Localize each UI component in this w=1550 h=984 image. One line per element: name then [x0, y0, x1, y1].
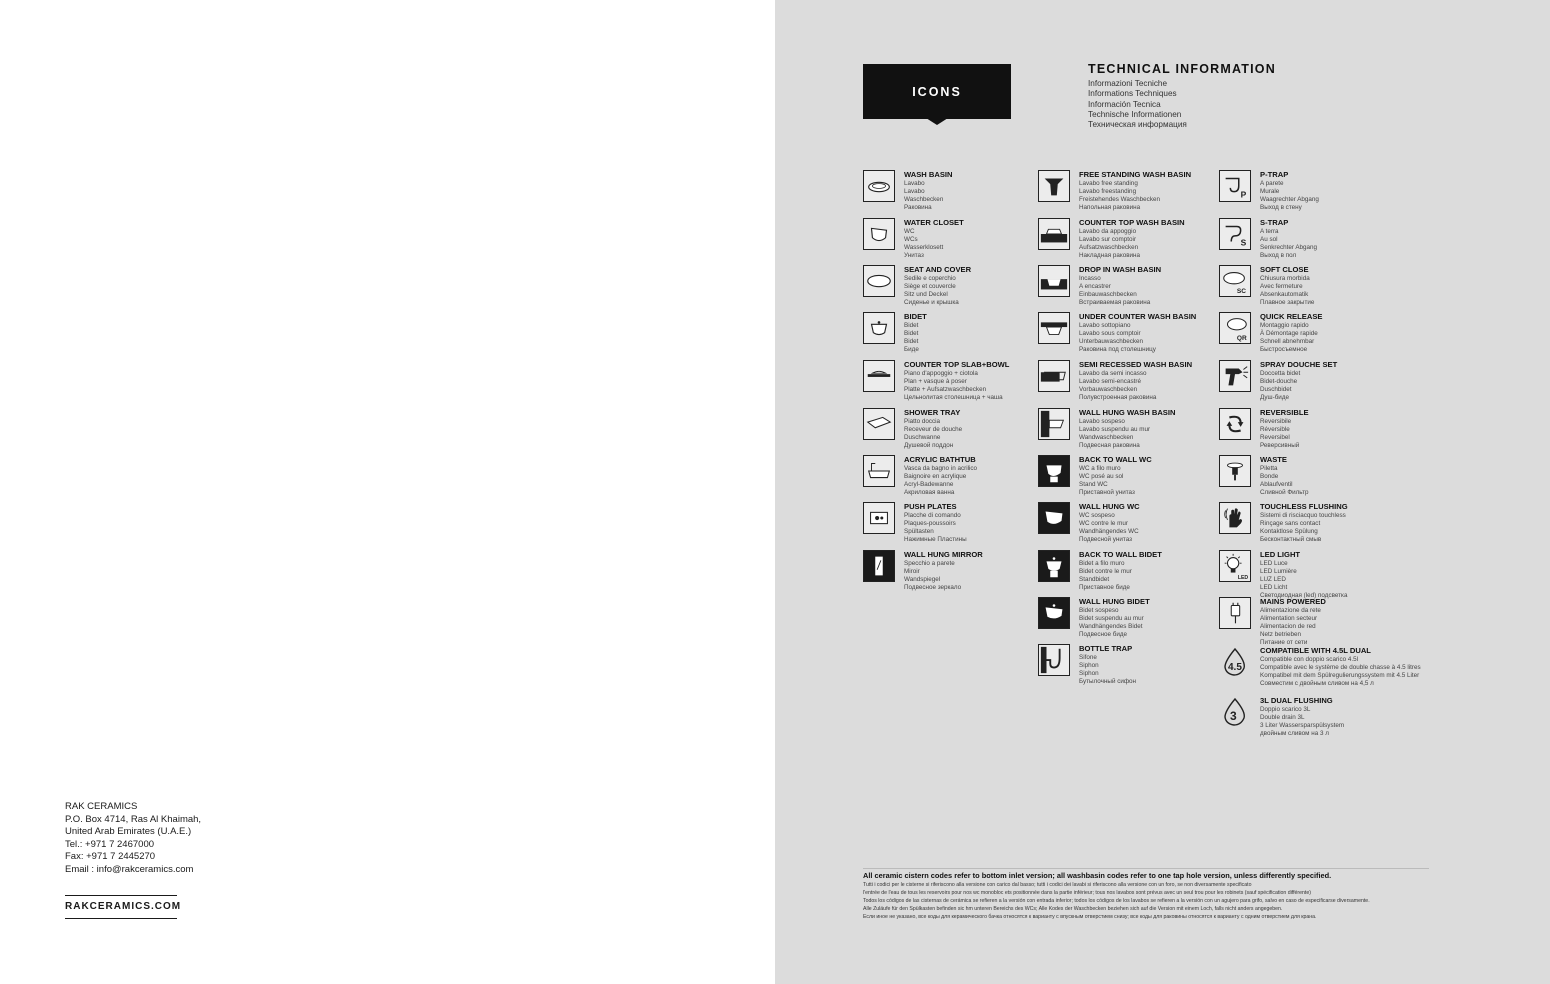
item-subline: Bidet suspendu au mur: [1079, 614, 1144, 622]
soft-close-label: SC: [1236, 288, 1246, 296]
led-light-icon: [1219, 550, 1251, 582]
item-subline: Alimentazione da rete: [1260, 607, 1321, 614]
counter-top-slab-icon: [863, 360, 895, 392]
item-title: SPRAY DOUCHE SET: [1260, 360, 1338, 369]
item-subline: Siphon: [1079, 669, 1099, 677]
subtitle-line: Technische Informationen: [1088, 109, 1182, 119]
mirror-icon: [863, 550, 895, 582]
item-subline: Piletta: [1260, 465, 1278, 472]
item-subline: Netz betrieben: [1260, 630, 1301, 638]
item-subline: Wasserklosett: [904, 243, 944, 251]
item-title: WASTE: [1260, 455, 1288, 464]
item-subline: Bidet-douche: [1260, 377, 1298, 385]
quick-release-label: QR: [1236, 335, 1247, 343]
item-title: WALL HUNG WC: [1079, 502, 1140, 511]
soft-close-icon: [1219, 265, 1251, 297]
shower-tray-icon: [863, 408, 895, 440]
item-subline: Réversible: [1260, 425, 1290, 433]
item-subline: Светодиодная (led) подсветка: [1260, 591, 1348, 599]
item-subline: Reversibile: [1260, 418, 1292, 425]
address-line: RAK CERAMICS: [65, 801, 138, 812]
item-subline: Lavabo free standing: [1079, 180, 1138, 187]
icons-heading: ICONS: [863, 64, 1011, 119]
s-trap-icon: [1219, 218, 1251, 250]
item-subline: Bidet: [904, 329, 919, 337]
item-subline: A parete: [1260, 180, 1284, 187]
item-subline: Выход в стену: [1260, 203, 1302, 211]
website-link[interactable]: RAKCERAMICS.COM: [65, 901, 182, 912]
drop-in-basin-icon: [1038, 265, 1070, 297]
item-subline: Питание от сети: [1260, 638, 1308, 646]
item-subline: Plan + vasque à poser: [904, 377, 967, 385]
back-to-wall-bidet-icon: [1038, 550, 1070, 582]
item-subline: Lavabo da appoggio: [1079, 228, 1137, 235]
item-subline: Avec fermeture: [1260, 282, 1303, 290]
item-subline: Sifone: [1079, 654, 1097, 661]
under-counter-basin-icon: [1038, 312, 1070, 344]
item-subline: Подвесной унитаз: [1079, 535, 1133, 543]
item-subline: Сиденье и крышка: [904, 298, 959, 306]
item-title: COMPATIBLE WITH 4.5L DUAL: [1260, 646, 1371, 655]
item-subline: Акриловая ванна: [904, 488, 955, 496]
item-title: WATER CLOSET: [904, 218, 964, 227]
wall-hung-bidet-icon: [1038, 597, 1070, 629]
footnote-translations: [863, 882, 1370, 922]
item-subline: Wandhängendes Bidet: [1079, 622, 1143, 630]
counter-top-basin-icon: [1038, 218, 1070, 250]
item-subline: Doppio scarico 3L: [1260, 706, 1311, 713]
item-title: COUNTER TOP SLAB+BOWL: [904, 360, 1010, 369]
item-subline: WC contre le mur: [1079, 519, 1128, 527]
item-subline: Lavabo sottopiano: [1079, 322, 1131, 329]
item-title: BACK TO WALL BIDET: [1079, 550, 1162, 559]
item-subline: Alimentation secteur: [1260, 614, 1318, 622]
semi-recessed-basin-icon: [1038, 360, 1070, 392]
item-title: DROP IN WASH BASIN: [1079, 265, 1162, 274]
item-subline: Kontaktlose Spülung: [1260, 527, 1318, 535]
item-subline: Vasca da bagno in acrilico: [904, 465, 978, 472]
item-title: WALL HUNG BIDET: [1079, 597, 1150, 606]
item-title: WALL HUNG MIRROR: [904, 550, 983, 559]
item-subline: Бутылочный сифон: [1079, 677, 1137, 685]
item-subline: Standbidet: [1079, 575, 1110, 583]
item-subline: Приставное биде: [1079, 583, 1130, 591]
dual-flush-3-label: 3: [1230, 709, 1237, 723]
wall-hung-basin-icon: [1038, 408, 1070, 440]
item-subline: Bidet a filo muro: [1079, 560, 1125, 567]
item-subline: Душ-биде: [1260, 393, 1290, 401]
item-subline: Реверсивный: [1260, 441, 1300, 449]
item-subline: Плавное закрытие: [1260, 298, 1315, 306]
touchless-flushing-icon: [1219, 502, 1251, 534]
wall-hung-wc-icon: [1038, 502, 1070, 534]
item-subline: Sistemi di risciacquo touchless: [1260, 512, 1346, 519]
item-subline: À Démontage rapide: [1260, 329, 1318, 337]
wash-basin-icon: [863, 170, 895, 202]
item-subline: Унитаз: [904, 251, 924, 259]
item-subline: Einbauwaschbecken: [1079, 290, 1137, 298]
subtitle-line: Техническая информация: [1088, 120, 1187, 130]
item-subline: Биде: [904, 345, 919, 353]
item-subline: Au sol: [1260, 235, 1278, 243]
item-subline: Бесконтактный смыв: [1260, 535, 1322, 543]
item-subline: Baignoire en acrylique: [904, 472, 967, 480]
bathtub-icon: [863, 455, 895, 487]
address-line: Email : info@rakceramics.com: [65, 863, 194, 875]
address-line: P.O. Box 4714, Ras Al Khaimah,: [65, 813, 202, 825]
reversible-icon: [1219, 408, 1251, 440]
free-standing-basin-icon: [1038, 170, 1070, 202]
item-subline: Bidet: [904, 337, 919, 345]
item-subline: Lavabo: [904, 187, 925, 195]
item-subline: Bidet contre le mur: [1079, 567, 1132, 575]
dual-flush-45-icon: [1219, 646, 1251, 678]
item-subline: Выход в пол: [1260, 251, 1297, 259]
item-subline: Lavabo sospeso: [1079, 418, 1125, 425]
item-subline: Compatible avec le système de double chasse à 4.5 litres: [1260, 663, 1421, 671]
item-subline: Раковина: [904, 203, 932, 211]
item-subline: Spültasten: [904, 527, 934, 535]
p-trap-label: P: [1240, 189, 1247, 200]
item-title: FREE STANDING WASH BASIN: [1079, 170, 1192, 179]
item-subline: Plaques-poussoirs: [904, 519, 956, 527]
item-title: QUICK RELEASE: [1260, 312, 1323, 321]
item-subline: Alimentacion de red: [1260, 622, 1316, 630]
item-title: SEMI RECESSED WASH BASIN: [1079, 360, 1193, 369]
spray-douche-icon: [1219, 360, 1251, 392]
item-subline: Быстросъемное: [1260, 345, 1308, 353]
website-bottom-rule: [65, 918, 177, 919]
item-subline: Sedile e coperchio: [904, 275, 956, 282]
item-title: WASH BASIN: [904, 170, 953, 179]
item-subline: Lavabo semi-encastré: [1079, 377, 1141, 385]
company-address: [65, 801, 201, 877]
item-subline: Montaggio rapido: [1260, 322, 1309, 329]
item-subline: Wandhängendes WC: [1079, 527, 1139, 535]
item-subline: Lavabo freestanding: [1079, 187, 1137, 195]
item-subline: Aufsatzwaschbecken: [1079, 243, 1139, 251]
item-subline: Duschwanne: [904, 433, 941, 441]
water-closet-icon: [863, 218, 895, 250]
footnote-line: Alle Zuläufe für den Spülkasten befinden sic hm unteren Bereichs des WCs; Alle Kodes der Waschbecken beziehen sich auf die Version mit einem Loch, falls nicht anders angegeben.: [863, 905, 1283, 912]
technical-information-title: TECHNICAL INFORMATION: [1088, 62, 1276, 76]
item-subline: Chiusura morbida: [1260, 275, 1310, 282]
technical-information-subtitles: [1088, 79, 1187, 130]
item-subline: A terra: [1260, 228, 1279, 235]
item-subline: Waagrechter Abgang: [1260, 195, 1319, 203]
item-title: ACRYLIC BATHTUB: [904, 455, 976, 464]
footnote-line: l'entrée de l'eau de tous les reservoirs pour nos wc monobloc ets positionnée dans la partie inférieur; tous nos lavabos sont prévus avec un seul trou pour les robinets (sauf spécification différente): [863, 889, 1311, 896]
item-title: UNDER COUNTER WASH BASIN: [1079, 312, 1197, 321]
item-subline: Напольная раковина: [1079, 203, 1141, 211]
item-title: WALL HUNG WASH BASIN: [1079, 408, 1176, 417]
item-subline: WC a filo muro: [1079, 465, 1121, 472]
item-subline: Siège et couvercle: [904, 282, 956, 290]
item-subline: Встраиваемая раковина: [1079, 298, 1151, 306]
item-subline: Подвесное биде: [1079, 630, 1128, 638]
address-line: Tel.: +971 7 2467000: [65, 838, 155, 850]
item-title: MAINS POWERED: [1260, 597, 1326, 606]
item-subline: Rinçage sans contact: [1260, 519, 1321, 527]
item-subline: 3 Liter Wassersparspülsystem: [1260, 721, 1345, 729]
item-title: PUSH PLATES: [904, 502, 957, 511]
item-subline: Schnell abnehmbar: [1260, 337, 1315, 345]
footnote-line: Если иное не указано, все коды для керамического бачка относятся к варианту с впускным отверстием снизу; все коды для раковины относятся к варианту с одним отверстием для крана.: [863, 913, 1317, 920]
item-subline: Duschbidet: [1260, 385, 1292, 393]
quick-release-icon: [1219, 312, 1251, 344]
address-line: United Arab Emirates (U.A.E.): [65, 826, 192, 838]
item-subline: Reversibel: [1260, 433, 1290, 441]
item-title: S-TRAP: [1260, 218, 1289, 227]
item-subline: WCs: [904, 235, 918, 243]
item-subline: WC: [904, 228, 915, 235]
footnote-divider: [863, 868, 1429, 869]
item-subline: Lavabo sous comptoir: [1079, 329, 1141, 337]
item-subline: Lavabo da semi incasso: [1079, 370, 1147, 377]
item-title: SHOWER TRAY: [904, 408, 961, 417]
item-subline: Совместим с двойным сливом на 4,5 л: [1260, 679, 1374, 687]
item-subline: Bidet sospeso: [1079, 607, 1119, 614]
item-subline: A encastrer: [1079, 282, 1111, 290]
item-title: SOFT CLOSE: [1260, 265, 1309, 274]
item-subline: Ablaufventil: [1260, 480, 1293, 488]
p-trap-icon: [1219, 170, 1251, 202]
item-title: P-TRAP: [1260, 170, 1289, 179]
dual-flush-3-icon: [1219, 696, 1251, 728]
icons-heading-notch: [926, 118, 948, 125]
bidet-icon: [863, 312, 895, 344]
item-subline: Накладная раковина: [1079, 251, 1141, 259]
item-subline: Incasso: [1079, 275, 1101, 282]
push-plate-icon: [863, 502, 895, 534]
item-subline: Sitz und Deckel: [904, 290, 948, 298]
item-subline: Полувстроенная раковина: [1079, 393, 1157, 401]
item-title: BOTTLE TRAP: [1079, 644, 1133, 653]
led-light-label: LED: [1237, 575, 1249, 581]
item-subline: Piatto doccia: [904, 418, 941, 425]
item-subline: Senkrechter Abgang: [1260, 243, 1318, 251]
item-subline: Lavabo suspendu au mur: [1079, 425, 1151, 433]
item-subline: Double drain 3L: [1260, 713, 1305, 721]
s-trap-label: S: [1240, 237, 1247, 248]
item-subline: LED Luce: [1260, 560, 1288, 567]
item-title: BACK TO WALL WC: [1079, 455, 1152, 464]
item-subline: Platte + Aufsatzwaschbecken: [904, 385, 987, 393]
item-title: 3L DUAL FLUSHING: [1260, 696, 1333, 705]
item-subline: Specchio a parete: [904, 560, 955, 567]
seat-cover-icon: [863, 265, 895, 297]
item-title: TOUCHLESS FLUSHING: [1260, 502, 1348, 511]
item-subline: Раковина под столешницу: [1079, 345, 1156, 353]
item-subline: Receveur de douche: [904, 425, 963, 433]
bottle-trap-icon: [1038, 644, 1070, 676]
item-subline: Подвесная раковина: [1079, 441, 1140, 449]
item-title: COUNTER TOP WASH BASIN: [1079, 218, 1185, 227]
item-title: SEAT AND COVER: [904, 265, 972, 274]
item-subline: Душевой поддон: [904, 441, 954, 449]
dual-flush-45-label: 4.5: [1228, 662, 1242, 673]
footnote-line: Tutti i codici per le cisterne si riferiscono alla versione con carico dal basso; tutti i codici dei lavabi si riferiscono alla versione con un foro, se non diversamente specificato: [863, 882, 1252, 888]
item-subline: Miroir: [904, 567, 920, 575]
item-subline: Unterbauwaschbecken: [1079, 337, 1144, 345]
subtitle-line: Informazioni Tecniche: [1088, 79, 1168, 88]
item-subline: Murale: [1260, 187, 1280, 195]
item-subline: Kompatibel mit dem Spülregulierungssystem mit 4.5 Liter: [1260, 671, 1420, 679]
item-subline: Freistehendes Waschbecken: [1079, 195, 1160, 203]
item-subline: Приставной унитаз: [1079, 488, 1135, 496]
item-title: BIDET: [904, 312, 927, 321]
item-subline: Absenkautomatik: [1260, 290, 1309, 298]
item-subline: Lavabo: [904, 180, 925, 187]
item-subline: LED Licht: [1260, 583, 1288, 591]
item-subline: двойным сливом на 3 л: [1260, 729, 1329, 737]
website-top-rule: [65, 895, 177, 896]
item-subline: WC posé au sol: [1079, 472, 1124, 480]
item-subline: Цельнолитая столешница + чаша: [904, 393, 1003, 401]
item-subline: Wandspiegel: [904, 575, 941, 583]
item-subline: Подвесное зеркало: [904, 583, 962, 591]
item-subline: Doccetta bidet: [1260, 370, 1301, 377]
item-subline: Bidet: [904, 322, 919, 329]
footnote-line: Todos los códigos de las cisternas de cerámica se refieren a la versión con entrada inferior; todos los códigos de los lavabos se refieren a la versión con un agujero para grifo, salvo en caso de especificarse diversamente.: [863, 897, 1370, 904]
waste-icon: [1219, 455, 1251, 487]
item-subline: Сливной Фильтр: [1260, 488, 1309, 496]
item-subline: Piano d'appoggio + ciotola: [904, 370, 978, 377]
item-subline: Waschbecken: [904, 195, 944, 203]
item-subline: WC sospeso: [1079, 512, 1115, 519]
item-subline: Vorbauwaschbecken: [1079, 385, 1138, 393]
item-subline: Compatible con doppio scarico 4.5l: [1260, 656, 1359, 663]
address-line: Fax: +971 7 2445270: [65, 851, 156, 863]
item-subline: Stand WC: [1079, 480, 1108, 488]
item-subline: LUZ LED: [1260, 575, 1286, 583]
right-page: [775, 0, 1550, 984]
item-title: LED LIGHT: [1260, 550, 1301, 559]
item-subline: Acryl-Badewanne: [904, 480, 954, 488]
subtitle-line: Informations Techniques: [1088, 89, 1177, 99]
item-subline: Wandwaschbecken: [1079, 433, 1134, 441]
item-subline: Placche di comando: [904, 512, 961, 519]
subtitle-line: Información Tecnica: [1088, 99, 1161, 109]
item-subline: Lavabo sur comptoir: [1079, 235, 1137, 243]
item-subline: LED Lumière: [1260, 567, 1297, 575]
mains-powered-icon: [1219, 597, 1251, 629]
item-title: REVERSIBLE: [1260, 408, 1309, 417]
item-subline: Нажимные Пластины: [904, 535, 967, 543]
item-subline: Siphon: [1079, 661, 1099, 669]
item-subline: Bonde: [1260, 472, 1279, 480]
footnote-main: All ceramic cistern codes refer to bottom inlet version; all washbasin codes refer to one tap hole version, unless differently specified.: [863, 871, 1332, 880]
back-to-wall-wc-icon: [1038, 455, 1070, 487]
